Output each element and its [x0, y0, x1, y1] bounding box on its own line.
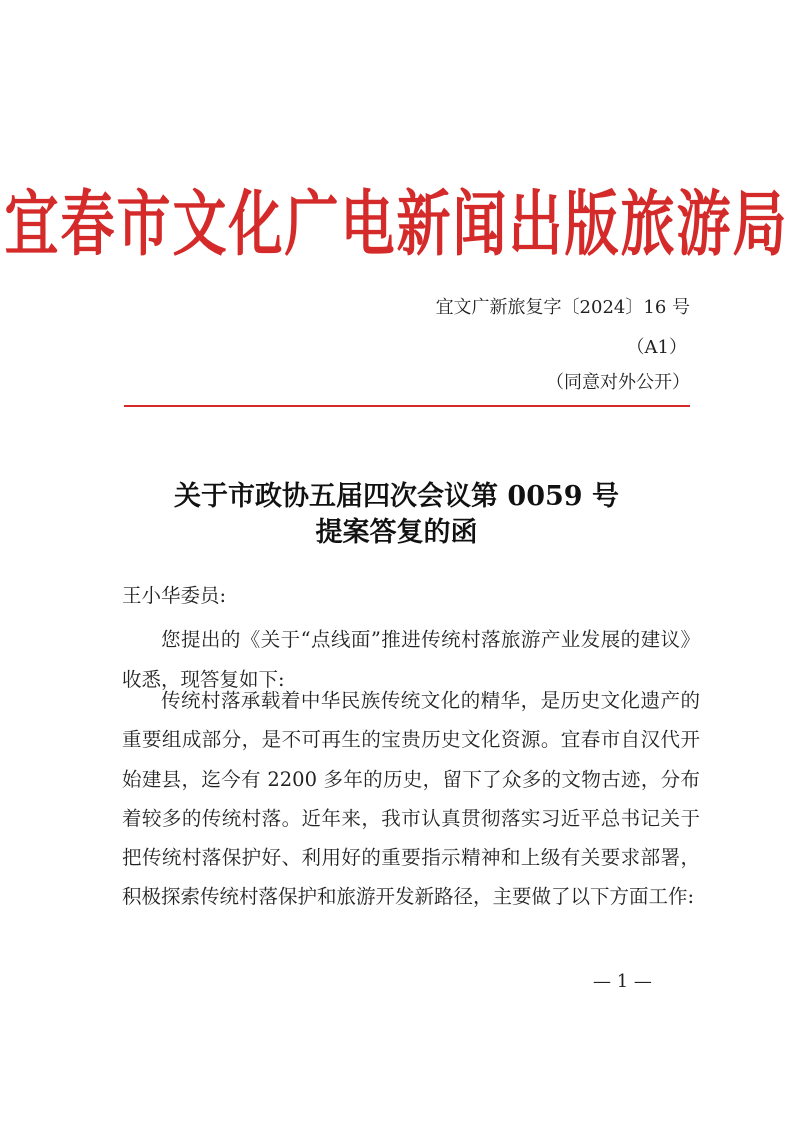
salutation: 王小华委员:	[122, 584, 227, 607]
letterhead-divider	[124, 405, 690, 407]
body-paragraph-2: 传统村落承载着中华民族传统文化的精华，是历史文化遗产的重要组成部分，是不可再生的宝贵历史文化资源。宜春市自汉代开始建县，迄今有 2200 多年的历史，留下了众多的文物古迹，分布着较多的传统村落。近年来，我市认真贯彻落实习近平总书记关于把传统村落保护好、利用好的重要指示精神和上级有关要求部署，积极探索传统村落保护和旅游开发新路径，主要做了以下方面工作:	[122, 689, 700, 909]
document-classification: （A1）	[626, 337, 687, 358]
document-title-line-1: 关于市政协五届四次会议第 0059 号	[174, 481, 619, 512]
body-paragraph-1: 您提出的《关于“点线面”推进传统村落旅游产业发展的建议》收悉，现答复如下:	[122, 628, 700, 691]
page-number: — 1 —	[593, 971, 652, 992]
agency-letterhead-title: 宜春市文化广电新闻出版旅游局	[4, 181, 789, 266]
disclosure-status: （同意对外公开）	[546, 372, 690, 393]
document-title-line-2: 提案答复的函	[315, 517, 478, 548]
document-number: 宜文广新旅复字〔2024〕16 号	[435, 297, 690, 318]
